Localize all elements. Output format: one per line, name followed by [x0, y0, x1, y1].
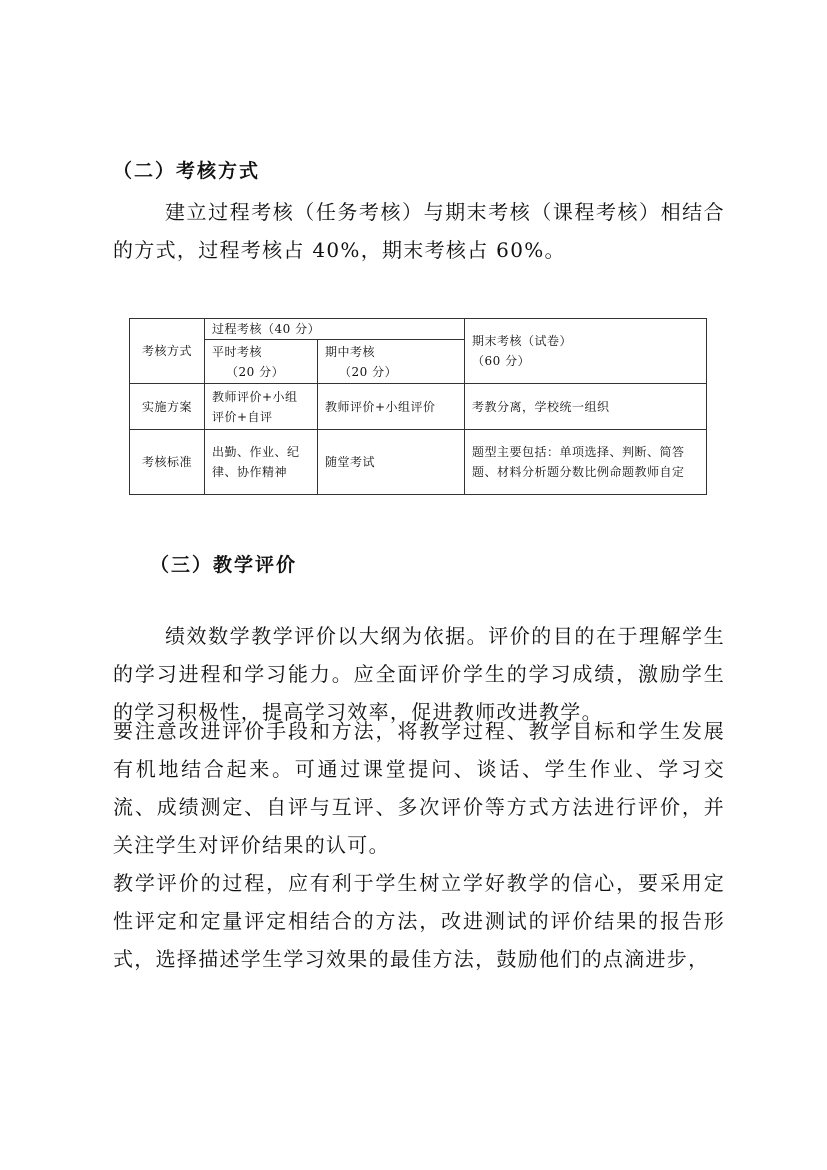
table-cell-midterm: 随堂考试 [318, 430, 465, 495]
table-cell-daily: 教师评价+小组评价+自评 [205, 384, 318, 430]
table-cell-final: 考教分离，学校统一组织 [465, 384, 707, 430]
assessment-table [129, 318, 707, 495]
final-score: （60 分） [472, 354, 531, 368]
table-header-label: 考核方式 [130, 319, 205, 384]
table-row-label: 实施方案 [130, 384, 205, 430]
evaluation-paragraph: 绩效数学教学评价以大纲为依据。评价的目的在于理解学生的学习进程和学习能力。应全面评价学生的学习成绩，激励学生的学习积极性，提高学习效率，促进教师改进教学。 [113, 624, 725, 724]
midterm-title: 期中考核 [325, 344, 376, 359]
assessment-method-paragraph: 建立过程考核（任务考核）与期末考核（课程考核）相结合的方式，过程考核占 40%，期末考核占 60%。 [113, 200, 725, 262]
table-cell-daily: 出勤、作业、纪律、协作精神 [205, 430, 318, 495]
table-header-daily [205, 340, 318, 384]
table-header-row [130, 319, 707, 340]
evaluation-paragraph: 教学评价的过程，应有利于学生树立学好教学的信心，要采用定性评定和定量评定相结合的方法，改进测试的评价结果的报告形式，选择描述学生学习效果的最佳方法，鼓励他们的点滴进步， [113, 871, 725, 971]
table-header-final [465, 319, 707, 384]
final-title: 期末考核（试卷） [472, 334, 573, 348]
table-row [130, 430, 707, 495]
table-cell-final: 题型主要包括：单项选择、判断、简答题、材料分析题分数比例命题教师自定 [465, 430, 707, 495]
table-header-midterm [318, 340, 465, 384]
midterm-score: （20 分） [339, 364, 398, 379]
table-row [130, 384, 707, 430]
section-heading-teaching-evaluation: （三）教学评价 [150, 554, 298, 576]
table-cell-midterm: 教师评价+小组评价 [318, 384, 465, 430]
daily-title: 平时考核 [212, 344, 263, 359]
daily-score: （20 分） [226, 364, 285, 379]
section-heading-assessment-method: （二）考核方式 [113, 160, 261, 182]
table-row-label: 考核标准 [130, 430, 205, 495]
table-header-process-group: 过程考核（40 分） [205, 319, 465, 340]
evaluation-paragraph: 要注意改进评价手段和方法，将教学过程、教学目标和学生发展有机地结合起来。可通过课堂提问、谈话、学生作业、学习交流、成绩测定、自评与互评、多次评价等方式方法进行评价，并关注学生对评价结果的认可。 [113, 719, 725, 857]
